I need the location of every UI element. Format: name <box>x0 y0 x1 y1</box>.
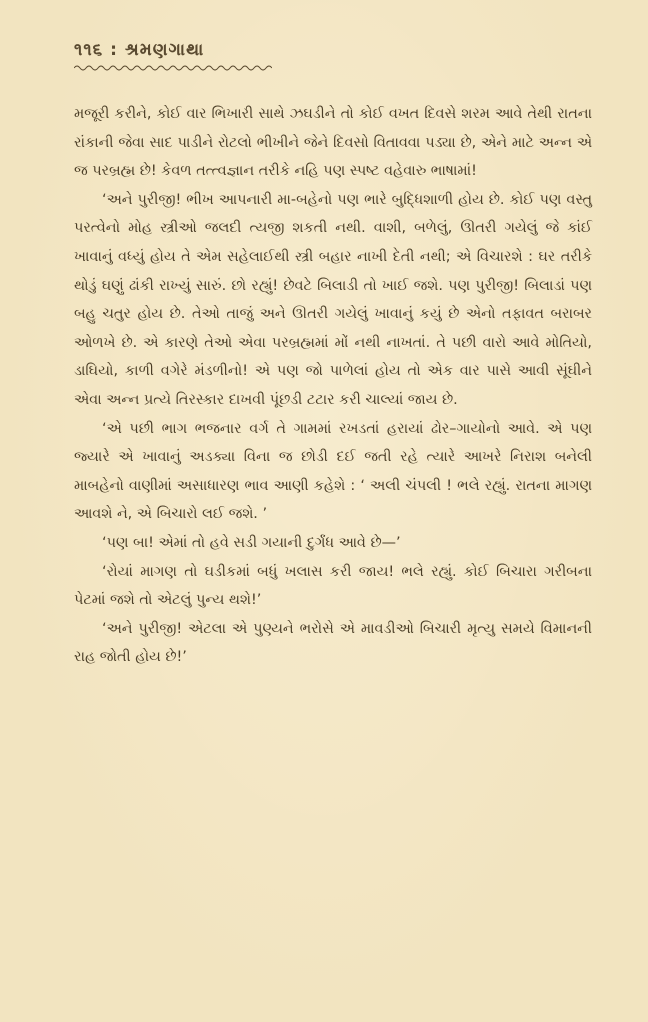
running-head <box>74 36 592 64</box>
paragraph: ‘પણ બા! એમાં તો હવે સડી ગયાની દુર્ગંધ આવે છે—’ <box>102 534 401 551</box>
paragraph: મજૂરી કરીને, કોઈ વાર ભિખારી સાથે ઝઘડીને તો કોઈ વખત દિવસે શરમ આવે તેથી રાતના રાંકાની જેવા સાદ પાડીને રોટલો ભીખીને જેને દિવસો વિતાવવા પડ્યા છે, એને માટે અન્ન એ જ પરબ્રહ્મ છે! કેવળ તત્ત્વજ્ઞાન તરીકે નહિ પણ સ્પષ્ટ વહેવારુ ભાષામાં! <box>74 106 592 180</box>
book-title: શ્રમણગાથા <box>124 40 205 60</box>
page-number: ૧૧૬ <box>74 40 104 60</box>
paragraph: ‘અને પુરીજી! એટલા એ પુણ્યને ભરોસે એ માવડીઓ બિચારી મૃત્યુ સમયે વિમાનની રાહ જોતી હોય છે!’ <box>74 620 592 666</box>
body-text <box>74 100 592 672</box>
head-separator: : <box>110 40 118 60</box>
paragraph: ‘રોયાં માગણ તો ઘડીકમાં બધું ખલાસ કરી જાય! ભલે રહ્યું. કોઈ બિચારા ગરીબના પેટમાં જશે તો એટલું પુન્ય થશે!’ <box>74 563 592 609</box>
paragraph: ‘એ પછી ભાગ ભજનાર વર્ગ તે ગામમાં રખડતાં હરાયાં ઢોર–ગાયોનો આવે. એ પણ જ્યારે એ ખાવાનું અડક્યા વિના જ છોડી દઈ જતી રહે ત્યારે આખરે નિરાશ બનેલી માબહેનો વાણીમાં અસાધારણ ભાવ આણી કહેશે : ‘ અલી ચંપલી ! ભલે રહ્યું. રાતના માગણ આવશે ને, એ બિચારો લઈ જશે. ’ <box>74 420 592 523</box>
paragraph: ‘અને પુરીજી! ભીખ આપનારી મા-બહેનો પણ ભારે બુદ્ધિશાળી હોય છે. કોઈ પણ વસ્તુ પરત્વેનો મોહ સ્ત્રીઓ જલદી ત્યજી શકતી નથી. વાશી, બળેલું, ઊતરી ગયેલું જે કાંઈ ખાવાનું વધ્યું હોય તે એમ સહેલાઈથી સ્ત્રી બહાર નાખી દેતી નથી; એ વિચારશે : ઘર તરીકે થોડું ઘણું ઢાંકી રાખ્યું સારું. છો રહ્યું! છેવટે બિલાડી તો ખાઈ જશે. પણ પુરીજી! બિલાડાં પણ બહુ ચતુર હોય છે. તેઓ તાજું અને ઊતરી ગયેલું ખાવાનું કયું છે એનો તફાવત બરાબર ઓળખે છે. એ કારણે તેઓ એવા પરબ્રહ્મમાં મોં નથી નાખતાં. તે પછી વારો આવે મોતિયો, ડાઘિયો, કાળી વગેરે મંડળીનો! એ પણ જો પાળેલાં હોય તો એક વાર પાસે આવી સૂંઘીને એવા અન્ન પ્રત્યે તિરસ્કાર દાખવી પૂંછડી ટટાર કરી ચાલ્યાં જાય છે. <box>74 191 592 408</box>
decorative-wavy-rule <box>74 64 272 72</box>
